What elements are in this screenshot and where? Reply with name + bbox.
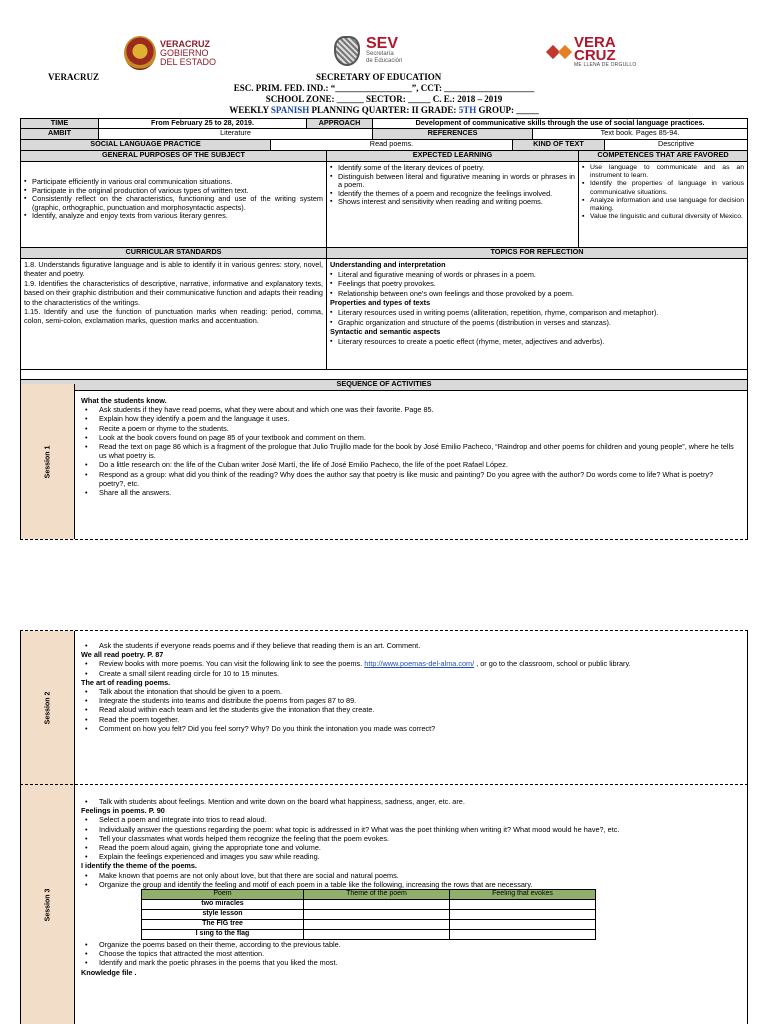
list-item: • Select a poem and integrate into trios to read aloud. (81, 815, 741, 824)
list-item: ▪ Use language to communicate and as an instrument to learn. (582, 164, 744, 180)
list-item: • Explain how they identify a poem and the language it uses. (81, 414, 741, 423)
list-item: ▪ Participate efficiently in various oral communication situations. (24, 178, 323, 187)
list-item: ▪ Identify some of the literary devices of poetry. (330, 164, 575, 173)
list-item: • Review books with more poems. You can visit the following link to see the poems. http://www.poemas-del-alma.com/ , or go to the classroom, school or public library. (81, 659, 741, 668)
list-item: ▪ Shows interest and sensitivity when reading and writing poems. (330, 198, 575, 207)
ambit-label: AMBIT (21, 129, 99, 139)
session-heading: What the students know. (81, 396, 167, 405)
list-item: • Identify and mark the poetic phrases in the poems that you liked the most. (81, 958, 741, 967)
slp-label: SOCIAL LANGUAGE PRACTICE (21, 140, 271, 150)
competences-cell (579, 162, 747, 247)
time-value: From February 25 to 28, 2019. (99, 119, 307, 128)
brand-mark-icon (548, 47, 570, 57)
list-item: • Explain the feelings experienced and images you saw while reading. (81, 852, 741, 861)
blank-row (21, 370, 747, 379)
table-row (142, 930, 596, 940)
expected-learning-header: EXPECTED LEARNING (327, 151, 579, 161)
national-seal-icon (334, 36, 360, 66)
approach-value: Development of communicative skills through the use of social language practices. (415, 119, 705, 127)
kind-of-text-value: Descriptive (657, 140, 695, 148)
list-item: • Integrate the students into teams and distribute the poems from pages 87 to 89. (81, 696, 741, 705)
secretary-title: SECRETARY OF EDUCATION (316, 72, 442, 82)
session-heading: Feelings in poems. P. 90 (81, 806, 165, 816)
list-item: ▪ Value the linguistic and cultural diversity of Mexico. (582, 213, 744, 221)
list-item: • Organize the group and identify the feeling and motif of each poem in a table like the following, increasing the rows that are necessary. (81, 880, 741, 889)
poem-name: The FIG tree (142, 920, 304, 930)
list-item: • Individually answer the questions regarding the poem: what topic is addressed in it? What was the poet thinking when writing it? What mood would he have?, etc. (81, 825, 741, 834)
ambit-value: Literature (99, 129, 373, 139)
approach-label: APPROACH (307, 119, 373, 128)
session-heading: We all read poetry. P. 87 (81, 650, 164, 660)
session-heading: Knowledge file . (81, 967, 137, 977)
state-name: VERACRUZ (48, 72, 100, 82)
standard-item: 1.8. Understands figurative language and is able to identify it in various genres: story, novel, theater and poetry. (24, 260, 323, 279)
curricular-standards-cell (21, 259, 327, 369)
school-line: ESC. PRIM. FED. IND.: “_________________”, CCT: ____________________ (233, 83, 535, 93)
session-1 (20, 384, 748, 540)
poems-link[interactable]: http://www.poemas-del-alma.com/ (364, 659, 475, 669)
session-2-label: Session 2 (21, 631, 75, 785)
planning-table (20, 118, 748, 391)
list-item: • Talk about the intonation that should be given to a poem. (81, 687, 741, 696)
veracruz-brand-logo: VERA CRUZ ME LLENA DE ORGULLO (548, 36, 636, 68)
topic-heading: Syntactic and semantic aspects (330, 327, 441, 337)
list-item: • Respond as a group: what did you think of the reading? Why does the author say that poetry is like music and painting? Do you agree with the author? Do words come to life? What is poetry? poetry?, etc. (81, 470, 741, 488)
general-purposes-header: GENERAL PURPOSES OF THE SUBJECT (21, 151, 327, 161)
poem-table-header: Poem (142, 890, 304, 900)
list-item: • Comment on how you felt? Did you feel sorry? Why? Do you think the intonation you made was correct? (81, 724, 741, 733)
list-item: ▪ Literal and figurative meaning of words or phrases in a poem. (330, 270, 744, 280)
table-row (142, 900, 596, 910)
curricular-standards-header: CURRICULAR STANDARDS (21, 248, 327, 258)
list-item: • Share all the answers. (81, 488, 741, 497)
table-row (142, 910, 596, 920)
poem-table (141, 889, 596, 940)
standard-item: 1.15. Identify and use the function of punctuation marks when reading: period, comma, colon, semi-colon, exclamation marks, question marks and accentuation. (24, 307, 323, 326)
general-purposes-cell (21, 162, 327, 247)
list-item: ▪ Literary resources used in writing poems (alliteration, repetition, rhyme, comparison and metaphor). (330, 308, 744, 318)
topic-heading: Understanding and interpretation (330, 260, 446, 269)
list-item: • Tell your classmates what words helped them recognize the feeling that the poem evokes. (81, 834, 741, 843)
session-heading: I identify the theme of the poems. (81, 861, 197, 871)
competences-header: COMPETENCES THAT ARE FAVORED (579, 151, 747, 161)
expected-learning-cell (327, 162, 579, 247)
list-item: ▪ Identify the themes of a poem and recognize the feelings involved. (330, 190, 575, 199)
poem-name: I sing to the flag (142, 930, 304, 940)
veracruz-seal-icon (124, 36, 156, 70)
veracruz-government-logo: VERACRUZ GOBIERNO DEL ESTADO (124, 36, 216, 70)
list-item: • Create a small silent reading circle for 10 to 15 minutes. (81, 669, 741, 678)
slp-value: Read poems. (271, 140, 513, 150)
table-row (142, 920, 596, 930)
list-item: ▪ Participate in the original production of various types of written text. (24, 187, 323, 196)
poem-name: style lesson (142, 910, 304, 920)
list-item: • Read the poem aloud again, giving the appropriate tone and volume. (81, 843, 741, 852)
topic-heading: Properties and types of texts (330, 298, 431, 308)
session-2 (20, 630, 748, 785)
session-3 (20, 784, 748, 1024)
list-item: • Read aloud within each team and let the students give the intonation that they create. (81, 705, 741, 714)
list-item: • Ask the students if everyone reads poems and if they believe that reading them is an art. Comment. (81, 641, 741, 650)
list-item: ▪ Graphic organization and structure of the poems (distribution in verses and stanzas). (330, 318, 744, 328)
session-3-label: Session 3 (21, 785, 75, 1024)
poem-table-header: Feeling that evokes (450, 890, 596, 900)
sequence-header: SEQUENCE OF ACTIVITIES (21, 380, 747, 390)
time-label: TIME (21, 119, 99, 128)
topics-cell (327, 259, 747, 369)
list-item: • Read the poem together. (81, 715, 741, 724)
list-item: ▪ Identify, analyze and enjoy texts from various literary genres. (24, 212, 323, 221)
list-item: • Look at the book covers found on page 85 of your textbook and comment on them. (81, 433, 741, 442)
standard-item: 1.9. Identifies the characteristics of descriptive, narrative, informative and explanatory texts, based on their graphic distribution and their communicative function and adapts their reading to the characteristics of the writings. (24, 278, 323, 307)
list-item: ▪ Literary resources to create a poetic effect (rhyme, meter, adjectives and adverbs). (330, 337, 744, 347)
sev-logo: SEV Secretaría de Educación (334, 36, 402, 66)
list-item: ▪ Feelings that poetry provokes. (330, 279, 744, 289)
list-item: • Talk with students about feelings. Mention and write down on the board what happiness, sadness, anger, etc. are. (81, 797, 741, 806)
references-label: REFERENCES (373, 129, 533, 139)
poem-name: two miracles (142, 900, 304, 910)
list-item: • Recite a poem or rhyme to the students. (81, 424, 741, 433)
session-heading: The art of reading poems. (81, 677, 171, 687)
list-item: • Organize the poems based on their theme, according to the previous table. (81, 940, 741, 949)
references-value: Text book. Pages 85-94. (600, 129, 680, 137)
zone-line: SCHOOL ZONE: ______ SECTOR: _____ C. E.: 2018 – 2019 (265, 94, 503, 104)
logo-bar (0, 36, 768, 76)
list-item: ▪ Analyze information and use language for decision making. (582, 197, 744, 213)
list-item: • Choose the topics that attracted the most attention. (81, 949, 741, 958)
poem-table-header: Theme of the poem (304, 890, 450, 900)
list-item: ▪ Identify the properties of language in various communicative situations. (582, 180, 744, 196)
kind-of-text-label: KIND OF TEXT (513, 140, 605, 150)
list-item: • Do a little research on: the life of the Cuban writer José Martí, the life of José Emilio Pacheco, the life of the poet Rafael López. (81, 460, 741, 469)
list-item: ▪ Consistently reflect on the characteristics, functioning and use of the writing system (graphic, orthographic, punctuation and morphosyntactic aspects). (24, 195, 323, 212)
list-item: • Make known that poems are not only about love, but that there are social and natural poems. (81, 871, 741, 880)
topics-header: TOPICS FOR REFLECTION (327, 248, 747, 258)
list-item: ▪ Relationship between one's own feelings and those provoked by a poem. (330, 289, 744, 299)
planning-line: WEEKLY SPANISH PLANNING QUARTER: II GRADE: 5TH GROUP: _____ (229, 105, 539, 115)
list-item: ▪ Distinguish between literal and figurative meaning in words or phrases in a poem. (330, 173, 575, 190)
session-1-label: Session 1 (21, 384, 75, 539)
list-item: • Ask students if they have read poems, what they were about and which one was their favorite. Page 85. (81, 405, 741, 414)
list-item: • Read the text on page 86 which is a fragment of the prologue that Julio Trujillo made for the book by José Emilio Pacheco, “Raindrop and other poems for children and young people”, where he tells us what poetry is. (81, 442, 741, 460)
